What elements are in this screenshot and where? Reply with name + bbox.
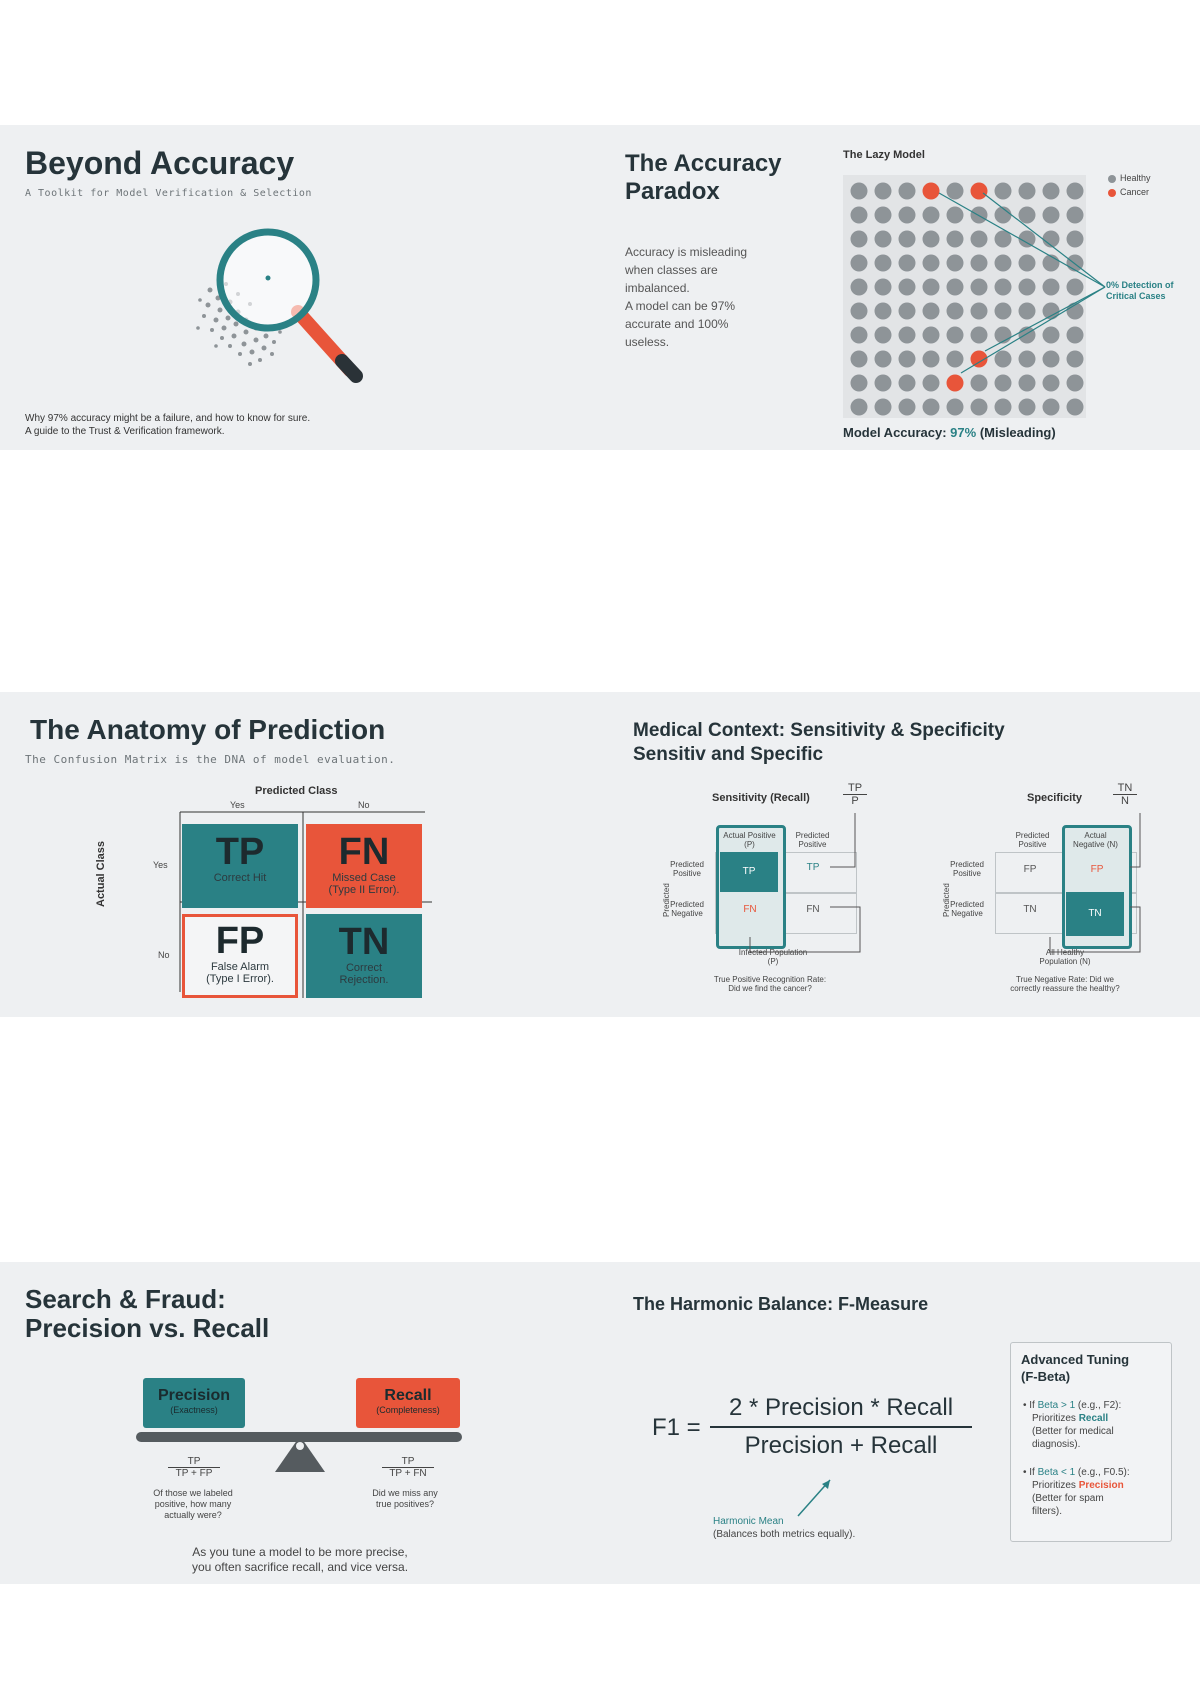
predicted-no: No — [358, 800, 370, 810]
predicted-class-label: Predicted Class — [255, 785, 338, 797]
rec-num: TP — [382, 1456, 434, 1468]
body-line: when classes are — [625, 263, 718, 277]
tp-abbr: TP — [215, 831, 265, 873]
precision-sub: (Exactness) — [170, 1405, 218, 1415]
slide1-footer-line2: A guide to the Trust & Verification framework. — [25, 426, 225, 437]
fp-cell — [182, 914, 298, 998]
precision-label: Precision — [157, 1387, 231, 1404]
fp-desc1: False Alarm — [210, 961, 270, 973]
sens-predicted-positive-head: Predicted Positive — [795, 831, 830, 849]
b1-line3: (Better for medical — [1032, 1426, 1114, 1437]
spec-fp-cell: FP — [1090, 864, 1104, 875]
sens-actual-positive-head: Actual Positive (P) — [723, 831, 776, 849]
b2-line2-pre: Prioritizes — [1032, 1480, 1079, 1491]
beta-lt-1-line2 — [1023, 1479, 1130, 1492]
box-title-line2: (F-Beta) — [1021, 1369, 1071, 1384]
b2-line4: filters). — [1032, 1506, 1062, 1517]
f1-numerator: 2 * Precision * Recall — [710, 1394, 972, 1428]
f1-denominator: Precision + Recall — [744, 1432, 938, 1459]
cancer-dot-icon — [1108, 189, 1116, 197]
slide5-title-line2: Precision vs. Recall — [25, 1313, 270, 1343]
prec-den: TP + FP — [175, 1468, 213, 1479]
b2-post: (e.g., F0.5): — [1075, 1467, 1130, 1478]
sens-caption-line1: True Positive Recognition Rate: — [713, 975, 827, 984]
sens-fn-cell: FN — [743, 904, 757, 915]
spec-tn-cell: TN — [1066, 892, 1124, 936]
slide-harmonic-balance — [600, 1262, 1200, 1584]
rec-den: TP + FN — [389, 1468, 427, 1479]
slide-beyond-accuracy — [0, 125, 600, 450]
prec-q-line: actually were? — [164, 1510, 222, 1520]
actual-class-label: Actual Class — [95, 840, 107, 907]
legend-healthy — [1108, 173, 1151, 183]
slide4-title-line2: Sensitiv and Specific — [633, 744, 824, 765]
b1-pre: If — [1029, 1400, 1038, 1411]
annotation-line: 0% Detection of — [1106, 280, 1174, 290]
b2-line3: (Better for spam — [1032, 1493, 1104, 1504]
recall-formula — [382, 1456, 434, 1479]
sens-arrows — [720, 807, 870, 957]
fn-desc2: (Type II Error). — [328, 884, 400, 896]
beta-gt-1-line1: • If Beta > 1 (e.g., F2): — [1023, 1400, 1122, 1411]
b1-line4: diagnosis). — [1032, 1439, 1081, 1450]
sens-predicted-axis: Predicted — [662, 883, 671, 917]
recall-label: Recall — [384, 1387, 432, 1404]
prec-q-line: Of those we labeled — [153, 1488, 233, 1498]
spec-fp-left: FP — [1023, 864, 1037, 875]
fn-cell — [306, 824, 422, 908]
slide5-footer — [100, 1545, 500, 1575]
spec-tn-left: TN — [1023, 904, 1037, 915]
sens-fn-right: FN — [806, 904, 820, 915]
annotation-label — [1106, 280, 1174, 302]
fp-abbr: FP — [215, 920, 265, 962]
spec-caption-line2: correctly reassure the healthy? — [1010, 984, 1120, 993]
box-title-line1: Advanced Tuning — [1021, 1352, 1130, 1367]
advanced-tuning-box — [1010, 1342, 1172, 1542]
legend-healthy-label: Healthy — [1120, 173, 1151, 183]
b1-recall: Recall — [1078, 1413, 1109, 1424]
accuracy-prefix: Model Accuracy: — [843, 425, 951, 440]
recall-sub: (Completeness) — [376, 1405, 440, 1415]
b1-beta: Beta > 1 — [1037, 1400, 1076, 1411]
slide-anatomy-of-prediction — [0, 692, 600, 1017]
sensitivity-fraction — [843, 782, 867, 807]
b2-precision: Precision — [1078, 1480, 1124, 1491]
sensitivity-label: Sensitivity (Recall) — [712, 792, 810, 804]
b1-post: (e.g., F2): — [1075, 1400, 1122, 1411]
tn-abbr: TN — [338, 921, 390, 963]
slide5-title-line1: Search & Fraud: — [25, 1284, 226, 1314]
sens-tp-cell: TP — [720, 852, 778, 892]
slide1-footer-line1: Why 97% accuracy might be a failure, and how to know for sure. — [25, 413, 311, 424]
specificity-label: Specificity — [1027, 792, 1083, 804]
fn-abbr: FN — [338, 831, 390, 873]
prec-q-line: positive, how many — [154, 1499, 232, 1509]
body-line: useless. — [625, 335, 670, 349]
slide1-subtitle: A Toolkit for Model Verification & Selection — [25, 188, 312, 199]
sens-den: P — [851, 795, 859, 807]
spec-den: N — [1121, 795, 1129, 807]
sens-predicted-pos-side: Predicted Positive — [670, 860, 704, 878]
prec-num: TP — [168, 1456, 220, 1468]
beta-gt-1-line2 — [1023, 1412, 1121, 1425]
b1-line2-pre: Prioritizes — [1032, 1413, 1079, 1424]
body-line: accurate and 100% — [625, 317, 729, 331]
sens-caption-line2: Did we find the cancer? — [728, 984, 812, 993]
sens-num: TP — [843, 782, 867, 795]
spec-num: TN — [1113, 782, 1137, 795]
slide3-title: The Anatomy of Prediction — [30, 714, 386, 745]
beta-gt-1-item — [1023, 1399, 1121, 1451]
healthy-dot-icon — [1108, 175, 1116, 183]
footer-line: you often sacrifice recall, and vice versa. — [191, 1560, 409, 1574]
body-line: imbalanced. — [625, 281, 690, 295]
tn-cell — [306, 914, 422, 998]
specificity-fraction — [1113, 782, 1137, 807]
sens-infected-pop: Infected Population (P) — [738, 948, 808, 966]
fp-desc2: (Type I Error). — [206, 973, 274, 985]
precision-formula — [168, 1456, 220, 1479]
slide3-subtitle: The Confusion Matrix is the DNA of model evaluation. — [25, 753, 396, 766]
footer-line: As you tune a model to be more precise, — [192, 1545, 408, 1559]
accuracy-value: 97% — [950, 425, 977, 440]
recall-box — [356, 1378, 460, 1428]
predicted-yes: Yes — [230, 800, 245, 810]
harmonic-arrow — [790, 1472, 850, 1522]
annotation-arrows — [843, 175, 1143, 418]
body-line: A model can be 97% — [625, 299, 736, 313]
accuracy-suffix: (Misleading) — [976, 425, 1056, 440]
legend-cancer — [1108, 187, 1149, 197]
fn-desc1: Missed Case — [332, 872, 396, 884]
spec-actual-negative-head: Actual Negative (N) — [1073, 831, 1118, 849]
tp-desc: Correct Hit — [213, 872, 267, 884]
slide2-body — [625, 243, 747, 351]
harmonic-mean-label: Harmonic Mean — [713, 1516, 784, 1527]
body-line: Accuracy is misleading — [625, 245, 748, 259]
spec-predicted-pos-side: Predicted Positive — [950, 860, 984, 878]
spec-predicted-axis: Predicted — [942, 883, 951, 917]
b2-beta: Beta < 1 — [1037, 1467, 1076, 1478]
spec-predicted-neg-side: Predicted Negative — [950, 900, 984, 918]
tn-desc1: Correct — [345, 962, 383, 974]
slide4-title-line1: Medical Context: Sensitivity & Specificity — [633, 720, 1005, 741]
tp-cell — [182, 824, 298, 908]
beta-lt-1-item — [1023, 1466, 1130, 1518]
sens-predicted-neg-side: Predicted Negative — [670, 900, 704, 918]
annotation-line: Critical Cases — [1106, 291, 1166, 301]
sens-tp-right: TP — [806, 862, 820, 873]
slide6-title: The Harmonic Balance: F-Measure — [633, 1294, 929, 1314]
spec-arrows — [1000, 807, 1150, 957]
slide2-title-line1: The Accuracy — [625, 150, 782, 177]
spec-predicted-positive-head: Predicted Positive — [1015, 831, 1050, 849]
slide-accuracy-paradox — [600, 125, 1200, 450]
precision-box — [143, 1378, 245, 1428]
lazy-model-title: The Lazy Model — [843, 149, 925, 161]
slide-precision-vs-recall — [0, 1262, 600, 1584]
rec-q-line: true positives? — [375, 1499, 435, 1509]
legend-cancer-label: Cancer — [1120, 187, 1150, 197]
slide1-title: Beyond Accuracy — [25, 145, 295, 181]
beta-lt-1-line1: • If Beta < 1 (e.g., F0.5): — [1023, 1467, 1130, 1478]
slide-medical-context — [600, 692, 1200, 1017]
model-accuracy — [843, 425, 1056, 440]
f1-fraction — [710, 1394, 972, 1460]
f1-label: F1 = — [652, 1414, 701, 1441]
b2-pre: If — [1029, 1467, 1038, 1478]
magnifier-illustration — [190, 220, 410, 390]
harmonic-desc: (Balances both metrics equally). — [713, 1529, 856, 1540]
precision-question — [133, 1488, 253, 1521]
rec-q-line: Did we miss any — [372, 1488, 438, 1498]
recall-question — [350, 1488, 460, 1510]
actual-no: No — [158, 950, 170, 960]
spec-caption-line1: True Negative Rate: Did we — [1016, 975, 1114, 984]
actual-yes: Yes — [153, 860, 168, 870]
slide2-title-line2: Paradox — [625, 178, 720, 205]
tn-desc2: Rejection. — [339, 974, 389, 986]
spec-healthy-pop: All Healthy Population (N) — [1039, 948, 1091, 966]
